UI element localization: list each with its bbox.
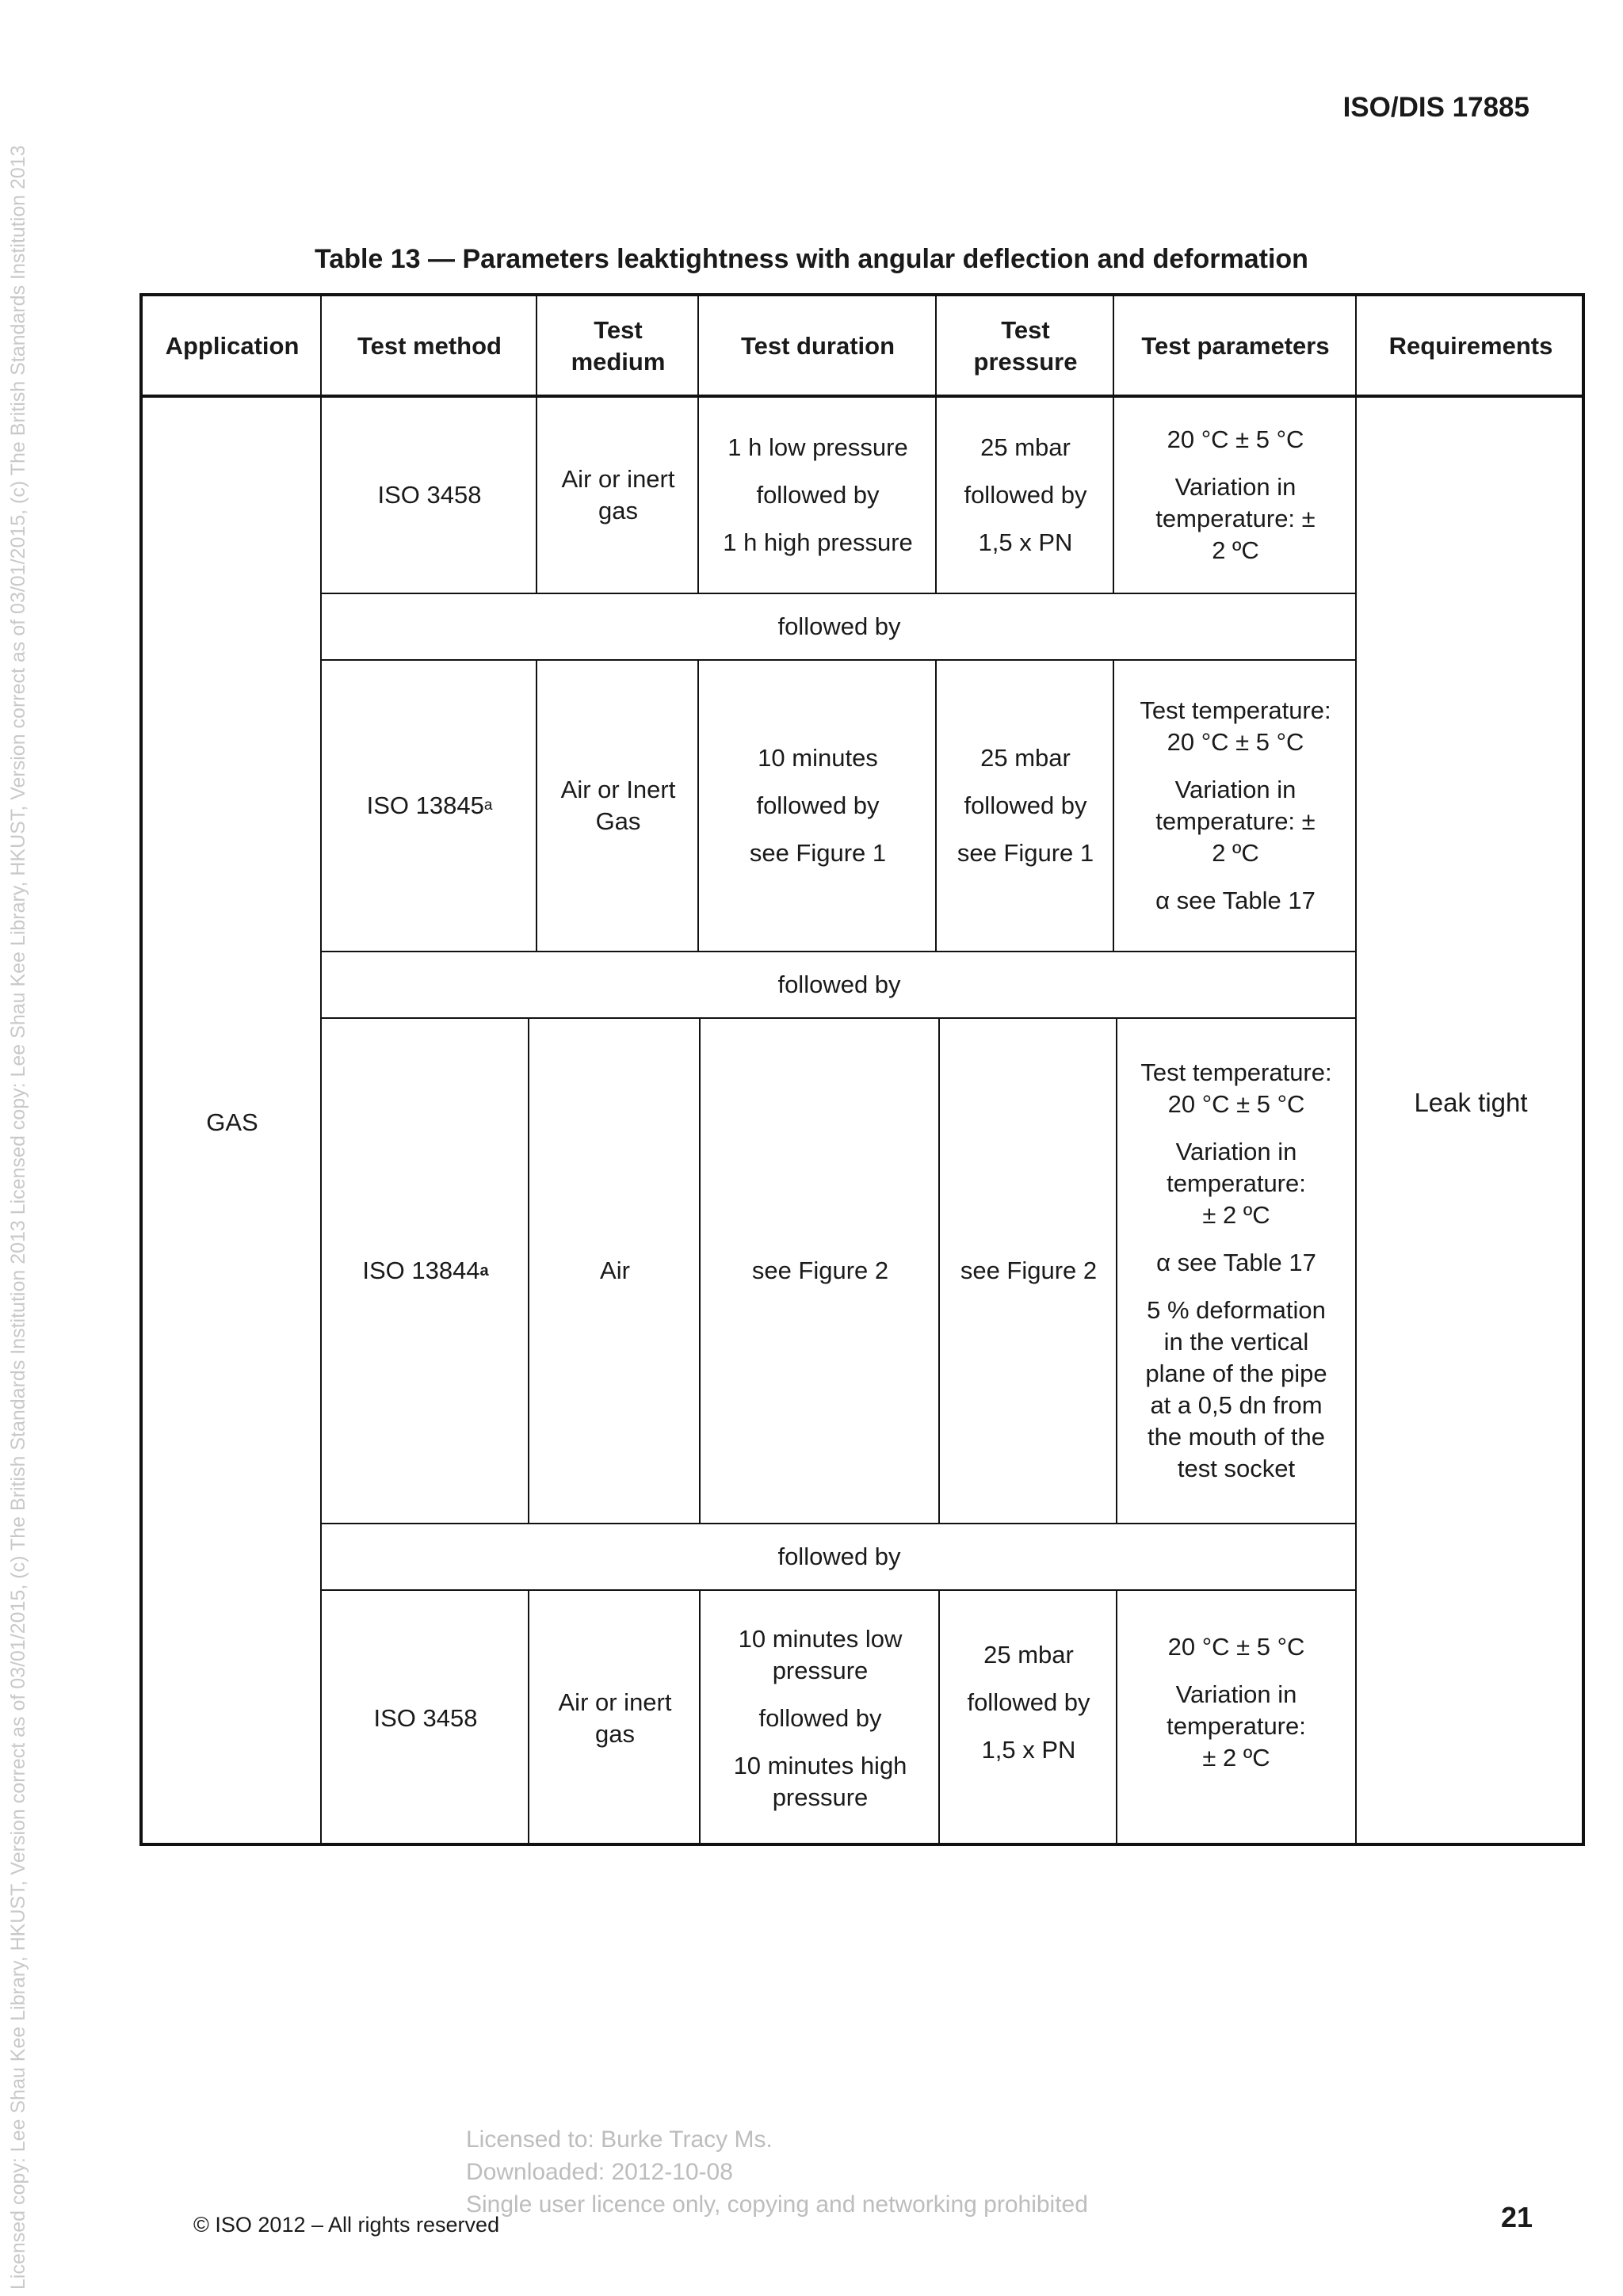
license-notice — [466, 2123, 1088, 2221]
license-line-1: Licensed to: Burke Tracy Ms. — [466, 2126, 773, 2153]
row3-bottom — [320, 1523, 1357, 1524]
row2-duration-line3: see Figure 1 — [749, 839, 887, 867]
row2-duration-line1: 10 minutes — [758, 744, 878, 772]
row2-pressure-line2: followed by — [964, 791, 1087, 819]
col-divider-h2 — [697, 296, 699, 396]
col-divider-h1 — [536, 296, 537, 396]
header-application: Application — [165, 332, 300, 360]
row2-method — [322, 661, 537, 951]
row3-method-text: ISO 13844 — [362, 1257, 480, 1284]
row2-method-text: ISO 13845 — [366, 791, 484, 819]
row2-pressure-line1: 25 mbar — [980, 744, 1071, 772]
fb3-bottom — [320, 1589, 1357, 1591]
row3-divider-c — [938, 1017, 940, 1524]
row1-divider-d — [1113, 396, 1114, 594]
row1-params — [1114, 398, 1357, 593]
row2-params — [1114, 661, 1357, 951]
row3-divider-b — [699, 1017, 701, 1524]
row4-divider-b — [699, 1589, 701, 1846]
row4-pressure — [940, 1591, 1117, 1846]
header-requirements: Requirements — [1388, 332, 1553, 360]
document-id: ISO/DIS 17885 — [1342, 92, 1529, 123]
row4-duration-line1: 10 minutes low pressure — [738, 1625, 903, 1684]
row1-duration-line2: followed by — [756, 481, 880, 509]
row4-divider-d — [1116, 1589, 1117, 1846]
row1-duration-line3: 1 h high pressure — [723, 528, 913, 556]
row1-params-line2: Variation in temperature: ± 2 ºC — [1155, 473, 1316, 564]
row3-duration: see Figure 2 — [751, 1257, 889, 1284]
row2-params-line1: Test temperature: 20 °C ± 5 °C — [1140, 696, 1331, 756]
header-test-parameters: Test parameters — [1141, 332, 1330, 360]
row4-pressure-line3: 1,5 x PN — [981, 1736, 1076, 1764]
row3-method — [322, 1019, 529, 1523]
row1-pressure-line1: 25 mbar — [980, 433, 1071, 461]
row1-params-line1: 20 °C ± 5 °C — [1167, 425, 1304, 453]
row2-divider-d — [1113, 659, 1114, 951]
row2-duration-line2: followed by — [756, 791, 880, 819]
row1-method: ISO 3458 — [377, 481, 482, 509]
row2-divider-a — [536, 659, 537, 951]
row4-params-line1: 20 °C ± 5 °C — [1167, 1633, 1305, 1661]
row2-bottom — [320, 951, 1357, 952]
parameters-table — [139, 293, 1585, 1846]
row2-params-line3: α see Table 17 — [1155, 887, 1316, 914]
row3-pressure: see Figure 2 — [960, 1257, 1098, 1284]
row1-pressure — [937, 398, 1114, 593]
row3-medium: Air — [600, 1257, 630, 1284]
col-divider-h4 — [1113, 296, 1114, 396]
row2-medium: Air or Inert Gas — [560, 776, 676, 835]
row2-divider-c — [935, 659, 937, 951]
row1-divider-c — [935, 396, 937, 594]
row3-divider-a — [528, 1017, 529, 1524]
row3-params-line4: 5 % deformation in the vertical plane of the pipe at a 0,5 dn from the mouth of the test socket — [1145, 1296, 1327, 1482]
row1-medium: Air or inert gas — [561, 465, 675, 524]
header-test-pressure: Test pressure — [973, 316, 1078, 376]
row1-pressure-line3: 1,5 x PN — [978, 528, 1073, 556]
row4-params — [1117, 1591, 1355, 1846]
license-line-2: Downloaded: 2012-10-08 — [466, 2159, 733, 2185]
license-line-3: Single user licence only, copying and networking prohibited — [466, 2191, 1088, 2218]
row4-pressure-line1: 25 mbar — [983, 1641, 1074, 1669]
row4-method: ISO 3458 — [373, 1704, 478, 1732]
row2-method-footnote: a — [483, 797, 493, 814]
row1-divider-a — [536, 396, 537, 594]
header-test-duration: Test duration — [740, 332, 896, 360]
row4-duration — [701, 1591, 940, 1846]
table-caption: Table 13 — Parameters leaktightness with angular deflection and deformation — [315, 244, 1308, 274]
followed-by-2: followed by — [777, 971, 901, 998]
row3-params — [1117, 1019, 1355, 1523]
page-number: 21 — [1500, 2201, 1533, 2233]
fb1-bottom — [320, 659, 1357, 661]
row3-method-footnote: a — [479, 1262, 489, 1280]
col-divider-application — [320, 296, 322, 1846]
row1-pressure-line2: followed by — [964, 481, 1087, 509]
application-cell: GAS — [206, 1108, 258, 1136]
row2-duration — [699, 661, 937, 951]
row2-divider-b — [697, 659, 699, 951]
row3-divider-d — [1116, 1017, 1117, 1524]
header-test-medium: Test medium — [571, 316, 666, 376]
fb2-bottom — [320, 1017, 1357, 1019]
copyright-footer: © ISO 2012 – All rights reserved — [193, 2213, 500, 2237]
row4-divider-a — [528, 1589, 529, 1846]
row4-duration-line2: followed by — [758, 1704, 882, 1732]
followed-by-1: followed by — [777, 612, 901, 640]
requirement-cell: Leak tight — [1414, 1088, 1528, 1117]
row4-pressure-line2: followed by — [967, 1688, 1090, 1716]
col-divider-requirements — [1355, 296, 1357, 1846]
row4-params-line2: Variation in temperature: ± 2 ºC — [1167, 1680, 1306, 1772]
header-test-method: Test method — [357, 332, 502, 360]
row1-duration-line1: 1 h low pressure — [727, 433, 908, 461]
row2-params-line2: Variation in temperature: ± 2 ºC — [1155, 776, 1316, 867]
followed-by-3: followed by — [777, 1543, 901, 1570]
row4-medium: Air or inert gas — [558, 1688, 672, 1748]
row3-params-line3: α see Table 17 — [1156, 1249, 1316, 1276]
row3-params-line2: Variation in temperature: ± 2 ºC — [1167, 1138, 1306, 1229]
row3-params-line1: Test temperature: 20 °C ± 5 °C — [1140, 1058, 1332, 1118]
row1-bottom — [320, 593, 1357, 594]
row4-divider-c — [938, 1589, 940, 1846]
row2-pressure-line3: see Figure 1 — [957, 839, 1094, 867]
side-watermark: Licensed copy: Lee Shau Kee Library, HKUST, Version correct as of 03/01/2015, (c) The British Standards Institution 2013 Licensed copy: Lee Shau Kee Library, HKUST, Version correct as of 03/01/2015, (c) The British Standards Institution 2013 — [7, 145, 29, 2290]
row2-pressure — [937, 661, 1114, 951]
header-divider — [143, 395, 1585, 398]
row4-duration-line3: 10 minutes high pressure — [733, 1752, 907, 1811]
row1-duration — [699, 398, 937, 593]
col-divider-h3 — [935, 296, 937, 396]
row1-divider-b — [697, 396, 699, 594]
